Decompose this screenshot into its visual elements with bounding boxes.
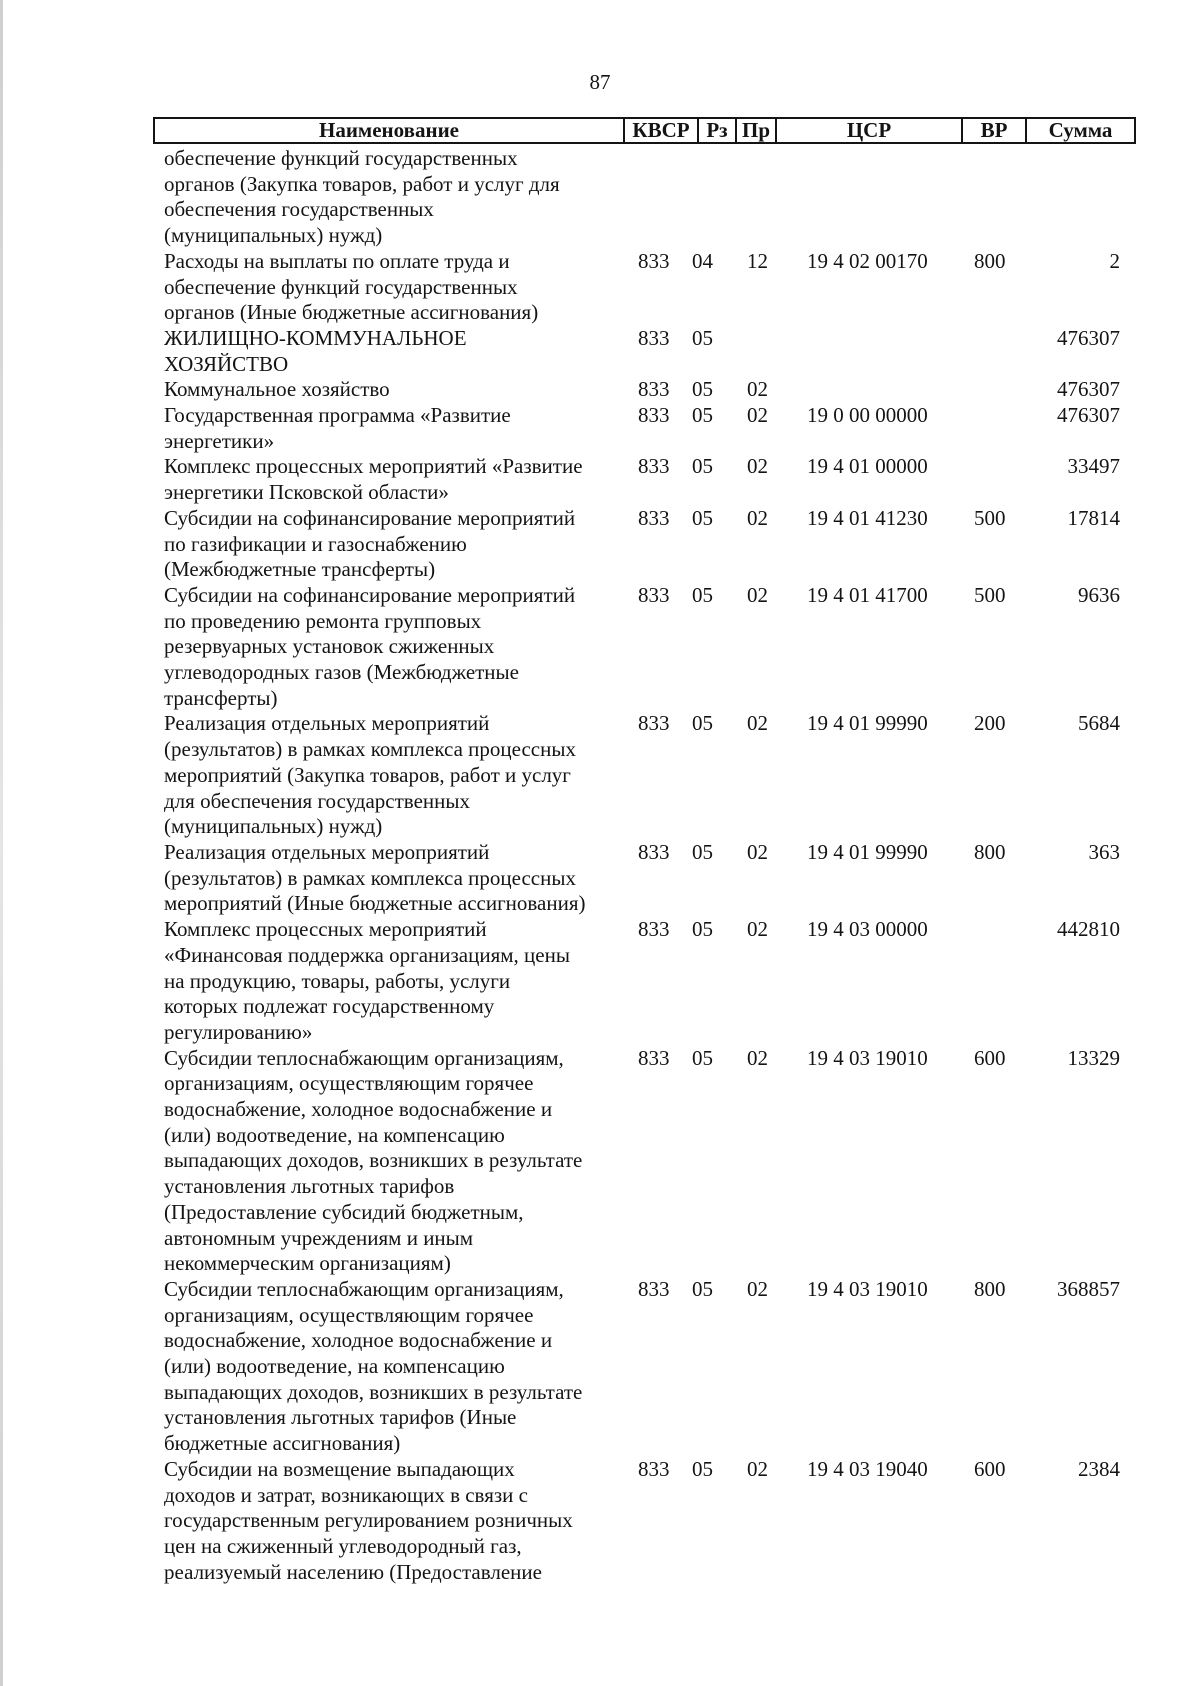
cell-sum: 5684: [1078, 711, 1120, 736]
cell-name: [164, 711, 619, 840]
cell-csr: 19 4 02 00170: [807, 248, 928, 273]
cell-name: [164, 506, 619, 583]
cell-kvsr: 833: [638, 1456, 670, 1481]
cell-name-line: мероприятий (Иные бюджетные ассигнования): [164, 891, 586, 916]
cell-sum: 33497: [1067, 454, 1120, 479]
cell-pr: 02: [747, 403, 768, 428]
cell-name-line: (Межбюджетные трансферты): [164, 557, 436, 582]
cell-name: [164, 377, 619, 403]
cell-csr: 19 4 03 19040: [807, 1456, 928, 1481]
cell-vr: 600: [974, 1456, 1006, 1481]
cell-name-line: (результатов) в рамках комплекса процессных: [164, 865, 576, 890]
cell-name: [164, 840, 619, 917]
cell-name-line: энергетики»: [164, 428, 275, 453]
cell-name-line: Комплекс процессных мероприятий «Развитие: [164, 454, 583, 479]
cell-sum: 17814: [1067, 505, 1120, 530]
cell-name-line: органов (Иные бюджетные ассигнования): [164, 300, 539, 325]
cell-csr: 19 4 01 41230: [807, 505, 928, 530]
cell-rz: 05: [692, 1276, 713, 1301]
cell-rz: 05: [692, 403, 713, 428]
header-vr: ВР: [963, 119, 1027, 142]
cell-pr: 02: [747, 505, 768, 530]
cell-name: [164, 583, 619, 712]
cell-vr: 800: [974, 1276, 1006, 1301]
cell-csr: 19 4 03 19010: [807, 1276, 928, 1301]
cell-name: [164, 403, 619, 454]
header-csr: ЦСР: [777, 119, 963, 142]
cell-name-line: (или) водоотведение, на компенсацию: [164, 1354, 505, 1379]
cell-name-line: бюджетные ассигнования): [164, 1431, 401, 1456]
cell-name-line: углеводородных газов (Межбюджетные: [164, 660, 519, 685]
cell-name-line: мероприятий (Закупка товаров, работ и услуг: [164, 762, 571, 787]
table-row: [164, 1046, 1136, 1277]
cell-sum: 13329: [1067, 1045, 1120, 1070]
cell-name-line: Субсидии теплоснабжающим организациям,: [164, 1276, 564, 1301]
cell-pr: 12: [747, 248, 768, 273]
cell-rz: 05: [692, 505, 713, 530]
cell-name-line: Государственная программа «Развитие: [164, 403, 511, 428]
cell-pr: 02: [747, 1276, 768, 1301]
page-number: 87: [589, 70, 611, 94]
cell-sum: 2: [1109, 248, 1120, 273]
cell-kvsr: 833: [638, 582, 670, 607]
cell-vr: 500: [974, 505, 1006, 530]
cell-name-line: (результатов) в рамках комплекса процессных: [164, 737, 576, 762]
cell-vr: 500: [974, 582, 1006, 607]
cell-name-line: обеспечение функций государственных: [164, 146, 518, 170]
cell-name-line: Коммунальное хозяйство: [164, 377, 390, 402]
cell-pr: 02: [747, 917, 768, 942]
header-sum: Сумма: [1048, 118, 1113, 142]
cell-name-line: водоснабжение, холодное водоснабжение и: [164, 1328, 553, 1353]
cell-rz: 05: [692, 711, 713, 736]
cell-name-line: установления льготных тарифов: [164, 1174, 455, 1199]
cell-name-line: «Финансовая поддержка организациям, цены: [164, 942, 570, 967]
cell-name-line: обеспечение функций государственных: [164, 274, 518, 299]
cell-name-line: Реализация отдельных мероприятий: [164, 711, 490, 736]
cell-kvsr: 833: [638, 325, 670, 350]
table-row: [164, 1277, 1136, 1457]
cell-rz: 04: [692, 248, 713, 273]
cell-pr: 02: [747, 839, 768, 864]
cell-name-line: Субсидии на возмещение выпадающих: [164, 1456, 515, 1481]
table-row: [164, 454, 1136, 505]
cell-name-line: (Предоставление субсидий бюджетным,: [164, 1199, 524, 1224]
cell-name-line: (муниципальных) нужд): [164, 223, 383, 248]
cell-pr: 02: [747, 454, 768, 479]
header-rz: Рз: [699, 119, 737, 142]
cell-csr: 19 4 01 41700: [807, 582, 928, 607]
cell-name-line: на продукцию, товары, работы, услуги: [164, 968, 511, 993]
header-pr: Пр: [737, 119, 777, 142]
table-body: [164, 146, 1136, 1585]
cell-name-line: трансферты): [164, 685, 278, 710]
cell-name-line: Реализация отдельных мероприятий: [164, 839, 490, 864]
cell-name-line: Субсидии теплоснабжающим организациям,: [164, 1045, 564, 1070]
cell-csr: 19 0 00 00000: [807, 403, 928, 428]
cell-csr: 19 4 01 00000: [807, 454, 928, 479]
cell-rz: 05: [692, 582, 713, 607]
cell-vr: 800: [974, 839, 1006, 864]
cell-pr: 02: [747, 1456, 768, 1481]
cell-csr: 19 4 01 99990: [807, 711, 928, 736]
cell-name-line: организациям, осуществляющим горячее: [164, 1302, 534, 1327]
cell-pr: 02: [747, 1045, 768, 1070]
cell-csr: 19 4 01 99990: [807, 839, 928, 864]
table-row: [164, 583, 1136, 712]
table-row: [164, 711, 1136, 840]
cell-vr: 800: [974, 248, 1006, 273]
cell-kvsr: 833: [638, 917, 670, 942]
cell-rz: 05: [692, 917, 713, 942]
cell-name-line: по проведению ремонта групповых: [164, 608, 482, 633]
header-name: Наименование: [155, 119, 625, 142]
cell-name-line: которых подлежат государственному: [164, 994, 495, 1019]
cell-name: [164, 326, 619, 377]
cell-name-line: энергетики Псковской области»: [164, 480, 449, 505]
cell-rz: 05: [692, 1045, 713, 1070]
cell-kvsr: 833: [638, 839, 670, 864]
cell-name: [164, 1046, 619, 1277]
cell-kvsr: 833: [638, 1045, 670, 1070]
table-row: [164, 917, 1136, 1046]
cell-kvsr: 833: [638, 377, 670, 402]
cell-name-line: водоснабжение, холодное водоснабжение и: [164, 1097, 553, 1122]
table-row: [164, 506, 1136, 583]
cell-sum: 368857: [1057, 1276, 1120, 1301]
scan-edge: [0, 0, 3, 1686]
cell-kvsr: 833: [638, 711, 670, 736]
cell-rz: 05: [692, 839, 713, 864]
cell-name-line: Расходы на выплаты по оплате труда и: [164, 248, 510, 273]
cell-rz: 05: [692, 1456, 713, 1481]
table-row: [164, 326, 1136, 377]
cell-name-line: (муниципальных) нужд): [164, 814, 383, 839]
cell-csr: 19 4 03 19010: [807, 1045, 928, 1070]
cell-name-line: доходов и затрат, возникающих в связи с: [164, 1482, 528, 1507]
cell-name-line: для обеспечения государственных: [164, 788, 470, 813]
cell-name-line: резервуарных установок сжиженных: [164, 634, 495, 659]
cell-name-line: реализуемый населению (Предоставление: [164, 1559, 542, 1584]
cell-name: [164, 1277, 619, 1457]
cell-name-line: организациям, осуществляющим горячее: [164, 1071, 534, 1096]
cell-name: [164, 454, 619, 505]
cell-pr: 02: [747, 582, 768, 607]
cell-kvsr: 833: [638, 248, 670, 273]
cell-name: [164, 917, 619, 1046]
cell-name-line: выпадающих доходов, возникших в результате: [164, 1379, 583, 1404]
cell-sum: 9636: [1078, 582, 1120, 607]
cell-name-line: Субсидии на софинансирование мероприятий: [164, 505, 576, 530]
cell-name: [164, 249, 619, 326]
cell-name-line: обеспечения государственных: [164, 197, 434, 222]
cell-sum: 2384: [1078, 1456, 1120, 1481]
table-row: [164, 403, 1136, 454]
cell-name-line: по газификации и газоснабжению: [164, 531, 467, 556]
cell-sum: 476307: [1057, 377, 1120, 402]
cell-sum: 476307: [1057, 403, 1120, 428]
cell-name-line: некоммерческим организациям): [164, 1251, 451, 1276]
cell-name-line: ХОЗЯЙСТВО: [164, 351, 289, 376]
header-kvsr: КВСР: [625, 119, 699, 142]
cell-kvsr: 833: [638, 454, 670, 479]
cell-pr: 02: [747, 377, 768, 402]
cell-kvsr: 833: [638, 505, 670, 530]
cell-name-line: (или) водоотведение, на компенсацию: [164, 1122, 505, 1147]
table-row: [164, 146, 1136, 249]
cell-name-line: государственным регулированием розничных: [164, 1508, 573, 1533]
cell-rz: 05: [692, 454, 713, 479]
cell-name-line: регулированию»: [164, 1019, 313, 1044]
cell-name-line: автономным учреждениям и иным: [164, 1225, 474, 1250]
cell-name-line: ЖИЛИЩНО-КОММУНАЛЬНОЕ: [164, 325, 467, 350]
cell-sum: 476307: [1057, 325, 1120, 350]
cell-sum: 442810: [1057, 917, 1120, 942]
cell-pr: 02: [747, 711, 768, 736]
cell-name-line: установления льготных тарифов (Иные: [164, 1405, 517, 1430]
table-row: [164, 1457, 1136, 1586]
cell-vr: 600: [974, 1045, 1006, 1070]
cell-rz: 05: [692, 325, 713, 350]
cell-kvsr: 833: [638, 403, 670, 428]
table-row: [164, 840, 1136, 917]
cell-vr: 200: [974, 711, 1006, 736]
cell-name-line: выпадающих доходов, возникших в результате: [164, 1148, 583, 1173]
cell-rz: 05: [692, 377, 713, 402]
table-header: [153, 117, 1136, 144]
cell-csr: 19 4 03 00000: [807, 917, 928, 942]
cell-name-line: цен на сжиженный углеводородный газ,: [164, 1533, 522, 1558]
table-row: [164, 249, 1136, 326]
cell-name-line: Комплекс процессных мероприятий: [164, 917, 487, 942]
table-row: [164, 377, 1136, 403]
cell-name-line: Субсидии на софинансирование мероприятий: [164, 582, 576, 607]
cell-sum: 363: [1088, 839, 1120, 864]
cell-name-line: органов (Закупка товаров, работ и услуг для: [164, 171, 560, 196]
cell-kvsr: 833: [638, 1276, 670, 1301]
cell-name: [164, 1457, 619, 1586]
cell-name: [164, 146, 619, 249]
